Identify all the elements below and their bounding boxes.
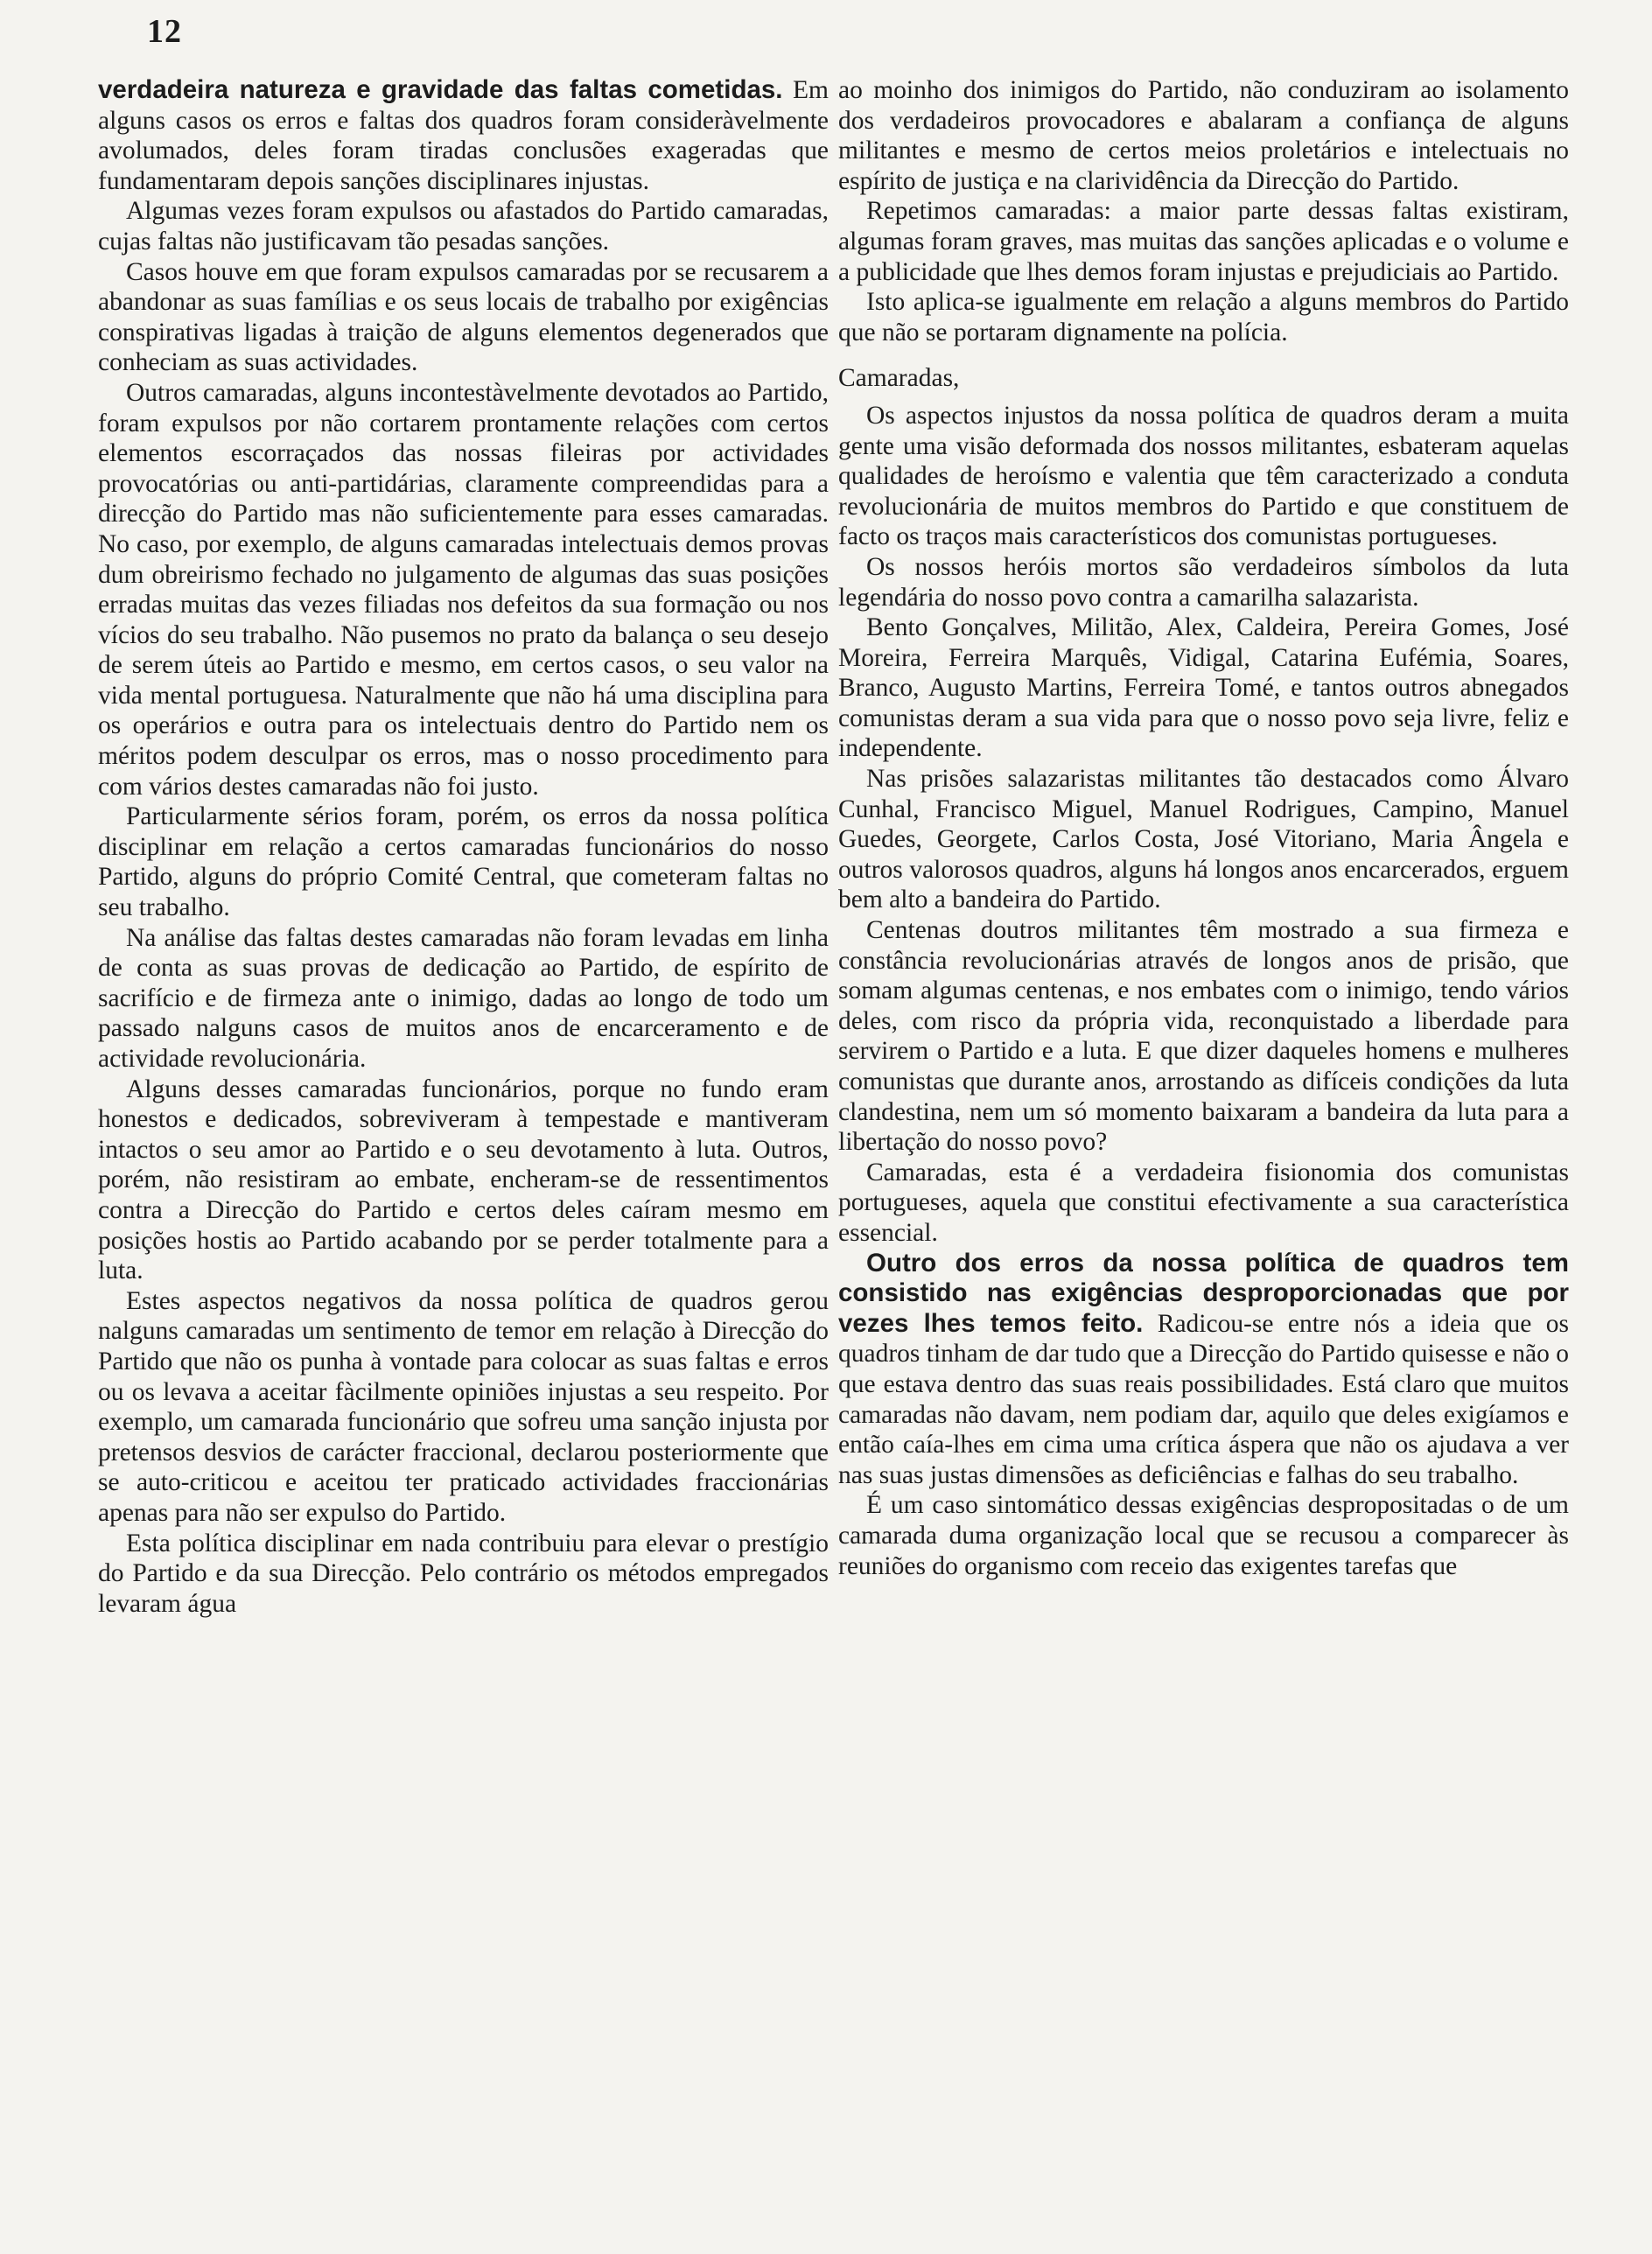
paragraph: ao moinho dos inimigos do Partido, não conduziram ao isolamento dos verdadeiros provocadores e abalaram a confiança de alguns militantes e mesmo de certos meios proletários e intelectuais no espírito de justiça e na clarividência da Direcção do Partido. — [838, 76, 1569, 195]
paragraph: Repetimos camaradas: a maior parte dessas faltas existiram, algumas foram graves, mas muitas das sanções aplicadas e o volume e a publicidade que lhes demos foram injustas e prejudiciais ao Partido. — [838, 197, 1569, 286]
page-number: 12 — [147, 13, 182, 50]
paragraph: Os aspectos injustos da nossa política de quadros deram a muita gente uma visão deformada dos nossos militantes, esbateram aquelas qualidades de heroísmo e valentia que têm caracterizado a conduta revolucionária de muitos membros do Partido e que constituem de facto os traços mais característicos dos comunistas portugueses. — [838, 401, 1569, 551]
bold-lead-text: verdadeira natureza e gravidade das faltas cometidas. — [98, 75, 783, 104]
paragraph: Particularmente sérios foram, porém, os erros da nossa política disciplinar em relação a certos camaradas funcionários do nosso Partido, alguns do próprio Comité Central, que cometeram faltas no seu trabalho. — [98, 802, 829, 922]
paragraph: Esta política disciplinar em nada contribuiu para elevar o prestígio do Partido e da sua Direcção. Pelo contrário os métodos empregados levaram água — [98, 1529, 829, 1618]
paragraph: Nas prisões salazaristas militantes tão destacados como Álvaro Cunhal, Francisco Miguel, Manuel Rodrigues, Campino, Manuel Guedes, Georgete, Carlos Costa, José Vitoriano, Maria Ângela e outros valorosos quadros, alguns há longos anos encarcerados, erguem bem alto a bandeira do Partido. — [838, 765, 1569, 914]
paragraph — [838, 1249, 1569, 1491]
paragraph-text: Radicou-se entre nós a ideia que os quadros tinham de dar tudo que a Direcção do Partido quisesse e não o que estava dentro das suas reais possibilidades. Está claro que muitos camaradas não davam, nem podiam dar, aquilo que deles exigíamos e então caía-lhes em cima uma crítica áspera que não os ajudava a ver nas suas justas dimensões as deficiências e falhas do seu trabalho. — [838, 1309, 1569, 1489]
left-column — [98, 75, 829, 1619]
paragraph: Camaradas, esta é a verdadeira fisionomia dos comunistas portugueses, aquela que constitui efectivamente a sua característica essencial. — [838, 1158, 1569, 1247]
paragraph: Na análise das faltas destes camaradas não foram levadas em linha de conta as suas provas de dedicação ao Partido, de espírito de sacrifício e de firmeza ante o inimigo, dadas ao longo de todo um passado nalguns casos de muitos anos de encarceramento e de actividade revolucionária. — [98, 923, 829, 1073]
paragraph: Isto aplica-se igualmente em relação a alguns membros do Partido que não se portaram dignamente na polícia. — [838, 288, 1569, 346]
bold-lead-text: Outro dos erros da nossa política de quadros tem consistido nas exigências desproporcionadas que por vezes lhes temos feito. — [838, 1248, 1569, 1338]
paragraph: Outros camaradas, alguns incontestàvelmente devotados ao Partido, foram expulsos por não cortarem prontamente relações com certos elementos escorraçados das nossas fileiras por actividades provocatórias ou anti-partidárias, claramente compreendidas para a direcção do Partido mas não suficientemente para esses camaradas. No caso, por exemplo, de alguns camaradas intelectuais demos provas dum obreirismo fechado no julgamento de algumas das suas posições erradas muitas das vezes filiadas nos defeitos da sua formação ou nos vícios do seu trabalho. Não pusemos no prato da balança o seu desejo de serem úteis ao Partido e mesmo, em certos casos, o seu valor na vida mental portuguesa. Naturalmente que não há uma disciplina para os operários e outra para os intelectuais dentro do Partido nem os méritos podem desculpar os erros, mas o nosso procedimento para com vários destes camaradas não foi justo. — [98, 378, 829, 801]
salutation: Camaradas, — [838, 364, 960, 393]
paragraph: Os nossos heróis mortos são verdadeiros símbolos da luta legendária do nosso povo contra a camarilha salazarista. — [838, 552, 1569, 612]
paragraph-text: Em alguns casos os erros e faltas dos quadros foram consideràvelmente avolumados, deles foram tiradas conclusões exageradas que fundamentaram depois sanções disciplinares injustas. — [98, 76, 829, 195]
paragraph: Centenas doutros militantes têm mostrado a sua firmeza e constância revolucionárias através de longos anos de prisão, que somam algumas centenas, e nos embates com o inimigo, tendo vários deles, com risco da própria vida, reconquistado a liberdade para servirem o Partido e a luta. E que dizer daqueles homens e mulheres comunistas que durante anos, arrostando as difíceis condições da luta clandestina, nem um só momento baixaram a bandeira da luta para a libertação do nosso povo? — [838, 916, 1569, 1157]
paragraph: Algumas vezes foram expulsos ou afastados do Partido camaradas, cujas faltas não justificavam tão pesadas sanções. — [98, 197, 829, 256]
paragraph: Bento Gonçalves, Militão, Alex, Caldeira, Pereira Gomes, José Moreira, Ferreira Marquês, Vidigal, Catarina Eufémia, Soares, Branco, Augusto Martins, Ferreira Tomé, e tantos outros abnegados comunistas deram a sua vida para que o nosso povo seja livre, feliz e independente. — [838, 613, 1569, 763]
paragraph: Alguns desses camaradas funcionários, porque no fundo eram honestos e dedicados, sobreviveram à tempestade e mantiveram intactos o seu amor ao Partido e o seu devotamento à luta. Outros, porém, não resistiram ao embate, encheram-se de ressentimentos contra a Direcção do Partido e certos deles caíram mesmo em posições hostis ao Partido acabando por se perder totalmente para a luta. — [98, 1074, 829, 1285]
paragraph: Casos houve em que foram expulsos camaradas por se recusarem a abandonar as suas famílias e os seus locais de trabalho por exigências conspirativas ligadas à traição de alguns elementos degenerados que conheciam as suas actividades. — [98, 257, 829, 377]
right-column — [838, 75, 1569, 1581]
paragraph — [98, 75, 829, 196]
paragraph: É um caso sintomático dessas exigências despropositadas o de um camarada duma organização local que se recusou a comparecer às reuniões do organismo com receio das exigentes tarefas que — [838, 1491, 1569, 1580]
paragraph: Estes aspectos negativos da nossa política de quadros gerou nalguns camaradas um sentimento de temor em relação à Direcção do Partido que não os punha à vontade para colocar as suas faltas e erros ou os levava a aceitar fàcilmente opiniões injustas a seu respeito. Por exemplo, um camarada funcionário que sofreu uma sanção injusta por pretensos desvios de carácter fraccional, declarou posteriormente que se auto-criticou e aceitou ter praticado actividades fraccionárias apenas para não ser expulso do Partido. — [98, 1286, 829, 1527]
